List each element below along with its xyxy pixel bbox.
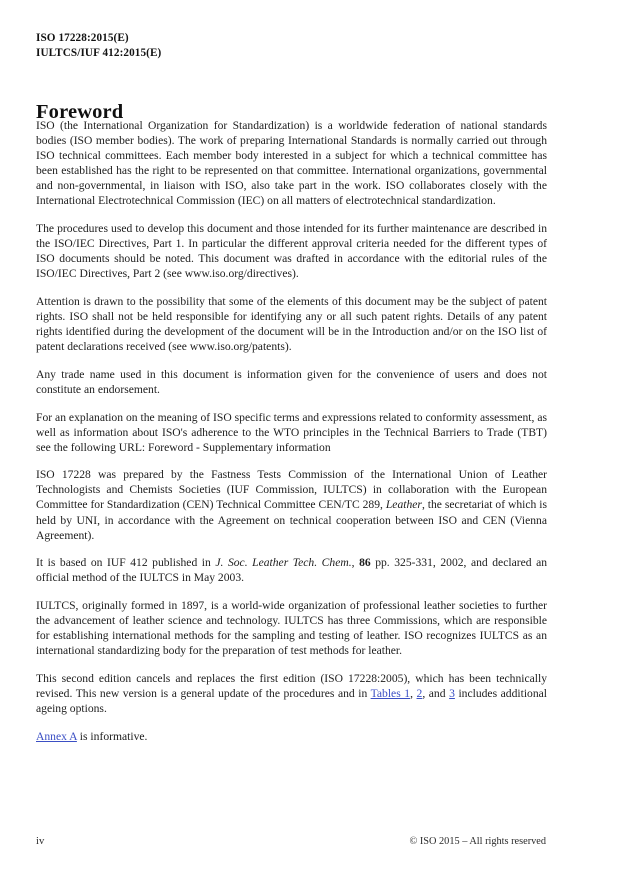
paragraph-annex-a — [36, 729, 547, 744]
link-tables-1[interactable]: Tables 1 — [370, 686, 411, 700]
header-standard-number: ISO 17228:2015(E) — [36, 32, 129, 44]
paragraph-trade-name: Any trade name used in this document is information given for the convenience of users and does not constitute an endorsement. — [36, 367, 547, 396]
document-header — [36, 31, 546, 60]
paragraph-iso-federation: ISO (the International Organization for Standardization) is a worldwide federation of national standards bodies (ISO member bodies). The work of preparing International Standards is normally carried out through ISO technical committees. Each member body interested in a subject for which a technical committee has been established has the right to be represented on that committee. International organizations, governmental and non-governmental, in liaison with ISO, also take part in the work. ISO collaborates closely with the International Electrotechnical Commission (IEC) on all matters of electrotechnical standardization. — [36, 119, 547, 208]
annex-a-text-end: is informative. — [76, 729, 148, 743]
paragraph-committee-text-start: ISO 17228 was prepared by the Fastness Tests Commission of the International Union of Leather Technologists and Chemists Societies (IUF Commission, IULTCS) in collaboration with the European Committee for Standardization (CEN) Technical Committee CEN/TC 289, — [36, 468, 547, 512]
committee-scope-italic: Leather — [385, 498, 422, 512]
journal-volume-bold: 86 — [359, 556, 371, 570]
paragraph-conformity-assessment: For an explanation on the meaning of ISO specific terms and expressions related to conformity assessment, as well as information about ISO's adherence to the WTO principles in the Technical Barriers to Trade (TBT) see the following URL: Foreword - Supplementary information — [36, 410, 547, 454]
publication-separator: , — [351, 556, 360, 570]
link-table-3[interactable]: 3 — [449, 686, 455, 700]
tables-separator-2: , and — [422, 686, 450, 700]
paragraph-iultcs-history: IULTCS, originally formed in 1897, is a world-wide organization of professional leather societies to further the advancement of leather science and technology. IULTCS has three Commissions, which are responsible for establishing international methods for the sampling and testing of leather. ISO recognizes IULTCS as an international standardizing body for the preparation of test methods for leather. — [36, 598, 547, 658]
foreword-body — [36, 118, 547, 744]
paragraph-committee-preparation — [36, 467, 547, 542]
link-annex-a[interactable]: Annex A — [36, 729, 77, 743]
publication-text-end: pp. 325-331, 2002, and declared an official method of the IULTCS in May 2003. — [36, 556, 548, 585]
journal-name-italic: J. Soc. Leather Tech. Chem. — [215, 556, 352, 570]
page-title: Foreword — [36, 100, 124, 123]
footer-copyright: © ISO 2015 – All rights reserved — [409, 836, 546, 847]
paragraph-procedures-directives: The procedures used to develop this document and those intended for its further maintenance are described in the ISO/IEC Directives, Part 1. In particular the different approval criteria needed for the different types of ISO documents should be noted. This document was drafted in accordance with the editorial rules of the ISO/IEC Directives, Part 2 (see www.iso.org/directives). — [36, 222, 547, 281]
second-edition-text-end: includes additional ageing options. — [36, 686, 548, 715]
paragraph-publication-source — [36, 555, 547, 585]
tables-separator-1: , — [410, 686, 417, 700]
publication-text-start: It is based on IUF 412 published in — [36, 556, 216, 570]
page-footer — [36, 835, 546, 851]
second-edition-text-start: This second edition cancels and replaces the first edition (ISO 17228:2005), which has been technically revised. This new version is a general update of the procedures and in — [36, 671, 547, 700]
link-table-2[interactable]: 2 — [416, 686, 423, 700]
paragraph-patent-rights: Attention is drawn to the possibility that some of the elements of this document may be the subject of patent rights. ISO shall not be held responsible for identifying any or all such patent rights. Details of any patent rights identified during the development of the document will be in the Introduction and/or on the ISO list of patent declarations received (see www.iso.org/patents). — [36, 294, 547, 354]
footer-page-number: iv — [36, 836, 45, 847]
paragraph-committee-text-end: , the secretariat of which is held by UNI, in accordance with the Agreement on technical cooperation between ISO and CEN (Vienna Agreement). — [36, 498, 547, 542]
header-iultcs-number: IULTCS/IUF 412:2015(E) — [36, 46, 162, 59]
paragraph-second-edition — [36, 671, 547, 716]
